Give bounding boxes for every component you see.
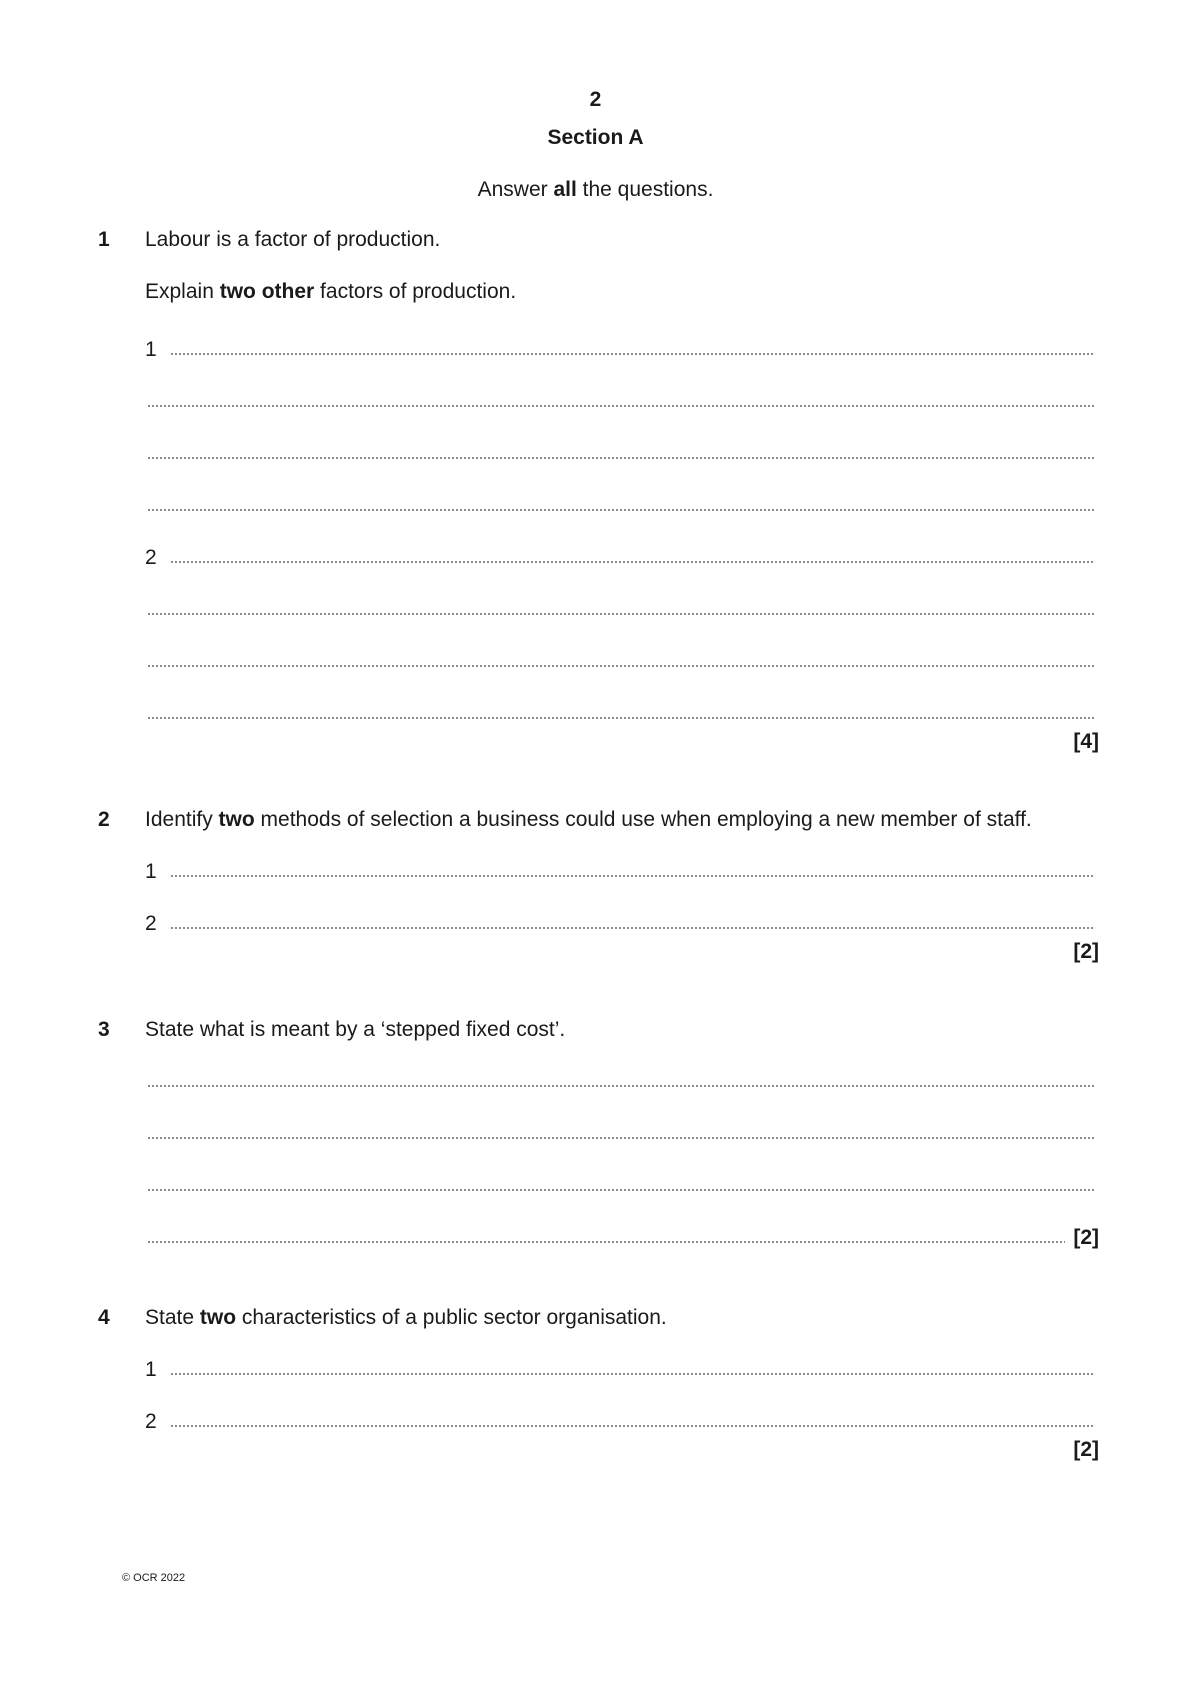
instruction: Answer all the questions.: [477, 178, 714, 201]
answer-line[interactable]: [170, 1425, 1094, 1427]
question-number: 3: [98, 1018, 110, 1041]
answer-line[interactable]: [170, 1373, 1094, 1375]
question-number: 2: [98, 808, 110, 831]
question-text: State two characteristics of a public sector organisation.: [145, 1306, 667, 1329]
answer-line[interactable]: [147, 1085, 1094, 1087]
answer-label: 2: [145, 912, 157, 935]
marks-label: [4]: [1073, 730, 1099, 753]
question-text: State what is meant by a ‘stepped fixed cost’.: [145, 1018, 566, 1041]
answer-line[interactable]: [170, 875, 1094, 877]
answer-label: 2: [145, 546, 157, 569]
answer-label: 2: [145, 1410, 157, 1433]
answer-line[interactable]: [147, 509, 1094, 511]
answer-line[interactable]: [147, 613, 1094, 615]
answer-line[interactable]: [170, 561, 1094, 563]
answer-line[interactable]: [147, 457, 1094, 459]
question-text: Identify two methods of selection a business could use when employing a new member of staff.: [145, 808, 1032, 831]
question-number: 4: [98, 1306, 110, 1329]
question-instruction: Explain two other factors of production.: [145, 280, 517, 303]
answer-label: 1: [145, 338, 157, 361]
answer-line[interactable]: [147, 1241, 1065, 1243]
answer-line[interactable]: [147, 1137, 1094, 1139]
question-number: 1: [98, 228, 110, 251]
marks-label: [2]: [1073, 940, 1099, 963]
answer-line[interactable]: [147, 717, 1094, 719]
answer-line[interactable]: [170, 927, 1094, 929]
answer-line[interactable]: [170, 353, 1094, 355]
copyright: © OCR 2022: [122, 1572, 186, 1584]
answer-label: 1: [145, 1358, 157, 1381]
answer-line[interactable]: [147, 1189, 1094, 1191]
marks-label: [2]: [1073, 1226, 1099, 1249]
answer-line[interactable]: [147, 405, 1094, 407]
question-text: Labour is a factor of production.: [145, 228, 441, 251]
answer-line[interactable]: [147, 665, 1094, 667]
answer-label: 1: [145, 860, 157, 883]
section-title: Section A: [547, 126, 644, 149]
page-number: 2: [589, 88, 602, 111]
marks-label: [2]: [1073, 1438, 1099, 1461]
